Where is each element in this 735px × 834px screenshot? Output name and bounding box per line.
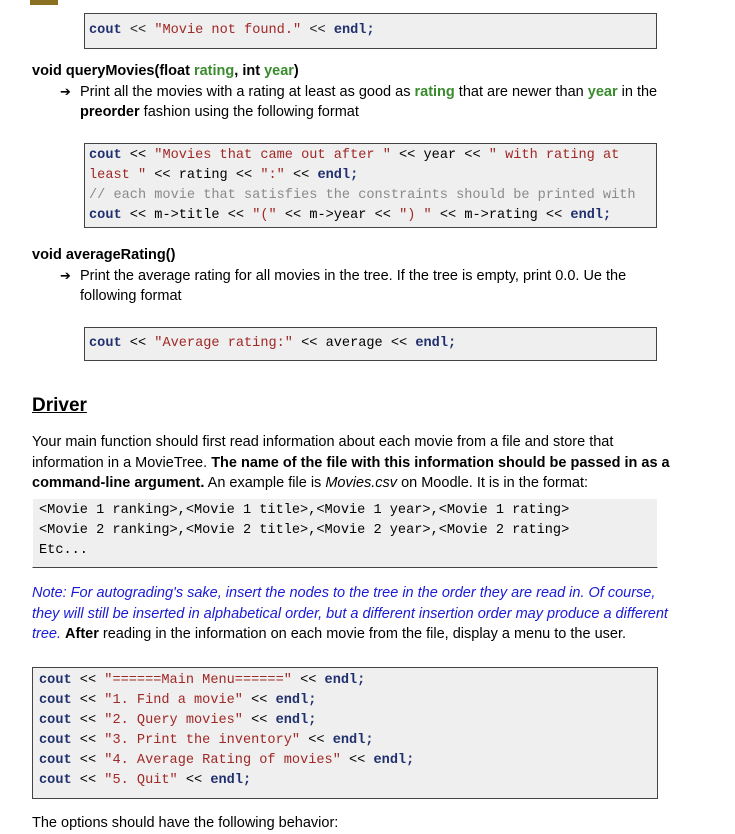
query-movies-description: ➔ Print all the movies with a rating at least as good as rating that are newer than year in the preorder fashion using the following format bbox=[60, 84, 658, 120]
menu-line: "4. Average Rating of movies" bbox=[104, 753, 341, 768]
menu-line: "2. Query movies" bbox=[104, 713, 243, 728]
menu-line: "1. Find a movie" bbox=[104, 693, 243, 708]
arrow-icon: ➔ bbox=[60, 268, 71, 283]
code-main-menu: cout << "======Main Menu======" << endl; cout << "1. Find a movie" << endl; cout << "2. Query movies" << endl; cout << "3. Print the inventory" << endl; cout << "4. Average Rating of movies" << endl; cout << "5. Quit" << endl; bbox=[32, 667, 658, 799]
menu-line: "======Main Menu======" bbox=[104, 673, 292, 688]
top-decoration-bar bbox=[30, 0, 58, 5]
options-text: The options should have the following behavior: bbox=[32, 815, 339, 831]
driver-heading: Driver bbox=[32, 395, 87, 416]
format-line: <Movie 2 ranking>,<Movie 2 title>,<Movie 2 year>,<Movie 2 rating> bbox=[39, 523, 570, 538]
code-file-format bbox=[32, 498, 658, 568]
menu-line: "5. Quit" bbox=[104, 773, 178, 788]
format-line: <Movie 1 ranking>,<Movie 1 title>,<Movie 1 year>,<Movie 1 rating> bbox=[39, 503, 570, 518]
code-movie-not-found: cout << "Movie not found." << endl; bbox=[84, 13, 657, 49]
arrow-icon: ➔ bbox=[60, 84, 71, 99]
code-average-rating: cout << "Average rating:" << average << endl; bbox=[84, 327, 657, 361]
menu-line: "3. Print the inventory" bbox=[104, 733, 301, 748]
driver-paragraph: Your main function should first read information about each movie from a file and store that information in a MovieTree. The name of the file with this information should be passed in as a command-line argument. An example file is Movies.csv on Moodle. It is in the format: bbox=[32, 434, 670, 491]
format-line: Etc... bbox=[39, 543, 88, 558]
note-paragraph: Note: For autograding's sake, insert the nodes to the tree in the order they are read in. Of course, they will still be inserted in alphabetical order, but a different insertion order may produce a different tree. After reading in the information on each movie from the file, display a menu to the user. bbox=[32, 585, 668, 642]
average-rating-signature: void averageRating() bbox=[32, 247, 176, 263]
code-query-movies: cout << "Movies that came out after " << year << " with rating at least " << rating << ":" << endl; // each movie that satisfies the constraints should be printed with cout << m->title << "(" << m->year << ") " << m->rating << endl; bbox=[84, 143, 657, 228]
average-rating-description: ➔ Print the average rating for all movies in the tree. If the tree is empty, print 0.0. Ue the following format bbox=[60, 268, 627, 304]
query-movies-signature: void queryMovies(float rating, int year) bbox=[32, 63, 299, 79]
